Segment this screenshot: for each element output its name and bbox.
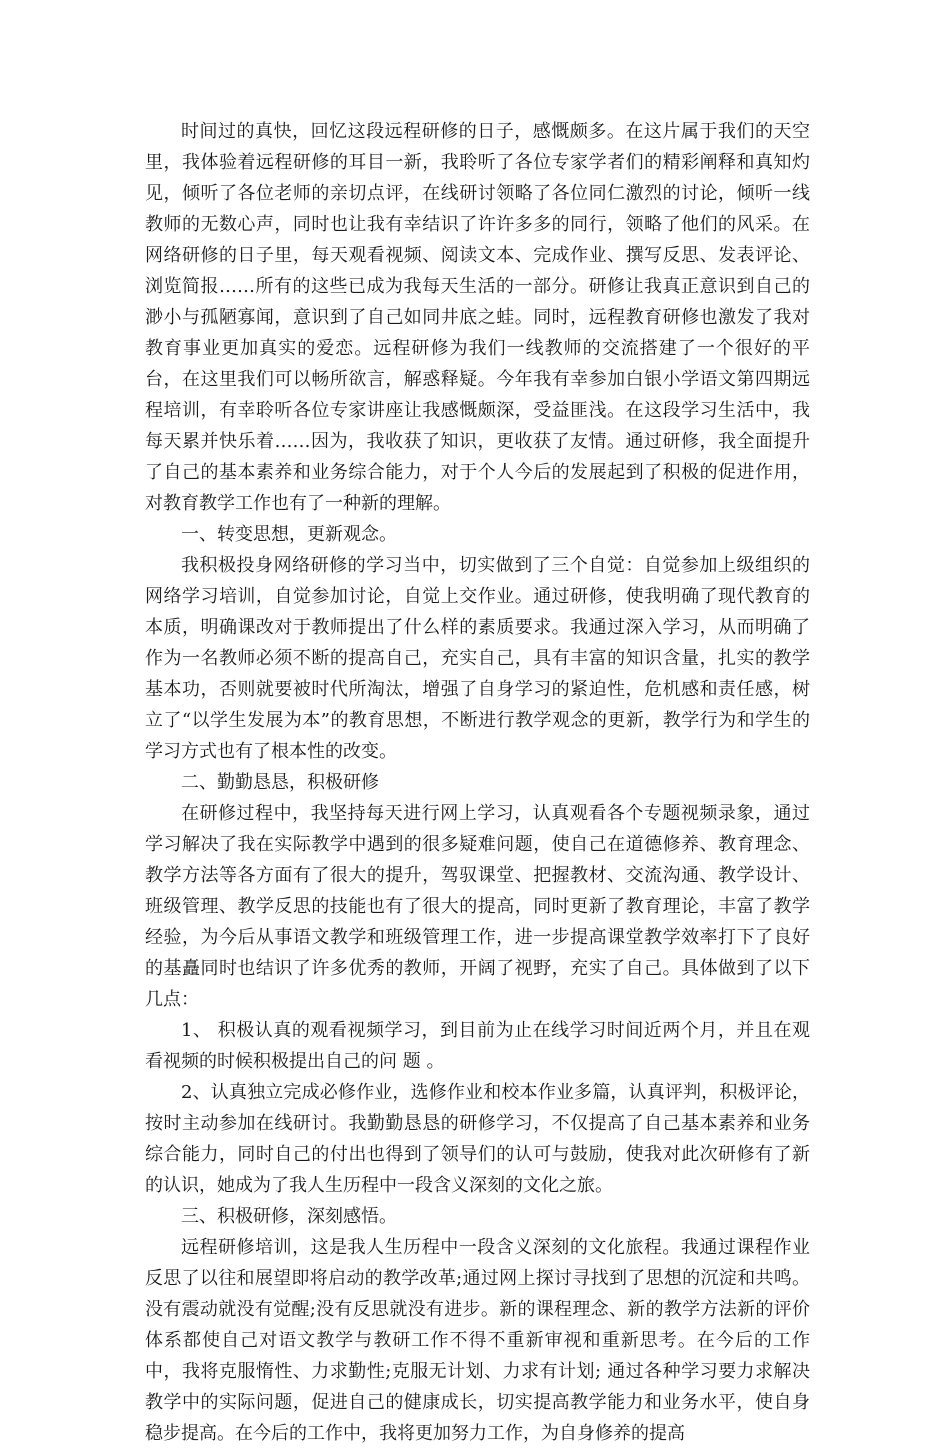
section-1-paragraph: 我积极投身网络研修的学习当中，切实做到了三个自觉：自觉参加上级组织的网络学习培训，自觉参加讨论，自觉上交作业。通过研修，使我明确了现代教育的本质，明确课改对于教师提出了什么样的素质要求。我通过深入学习，从而明确了作为一名教师必须不断的提高自己，充实自己，具有丰富的知识含量，扎实的教学基本功，否则就要被时代所淘汰，增强了自身学习的紧迫性，危机感和责任感，树立了“以学生发展为本”的教育思想，不断进行教学观念的更新，教学行为和学生的学习方式也有了根本性的改变。 [145, 555, 810, 762]
list-item-2: 2、认真独立完成必修作业，选修作业和校本作业多篇，认真评判，积极评论，按时主动参加在线研讨。我勤勤恳恳的研修学习，不仅提高了自己基本素养和业务综合能力，同时自己的付出也得到了领导们的认可与鼓励，使我对此次研修有了新的认识，她成为了我人生历程中一段含义深刻的文化之旅。 [145, 1082, 810, 1196]
intro-paragraph: 时间过的真快，回忆这段远程研修的日子，感慨颇多。在这片属于我们的天空里，我体验着远程研修的耳目一新，我聆听了各位专家学者们的精彩阐释和真知灼见，倾听了各位老师的亲切点评，在线研讨领略了各位同仁激烈的讨论，倾听一线教师的无数心声，同时也让我有幸结识了许许多多的同行，领略了他们的风采。在网络研修的日子里，每天观看视频、阅读文本、完成作业、撰写反思、发表评论、浏览简报……所有的这些已成为我每天生活的一部分。研修让我真正意识到自己的渺小与孤陋寡闻，意识到了自己如同井底之蛙。同时，远程教育研修也激发了我对教育事业更加真实的爱恋。远程研修为我们一线教师的交流搭建了一个很好的平台，在这里我们可以畅所欲言，解惑释疑。今年我有幸参加白银小学语文第四期远程培训，有幸聆听各位专家讲座让我感慨颇深，受益匪浅。在这段学习生活中，我每天累并快乐着……因为，我收获了知识，更收获了友情。通过研修，我全面提升了自己的基本素养和业务综合能力，对于个人今后的发展起到了积极的促进作用，对教育教学工作也有了一种新的理解。 [145, 121, 810, 514]
list-item-1: 1、 积极认真的观看视频学习，到目前为止在线学习时间近两个月，并且在观看视频的时候积极提出自己的问 题 。 [145, 1020, 810, 1072]
section-heading-1: 一、转变思想，更新观念。 [181, 524, 397, 545]
section-heading-2: 二、勤勤恳恳，积极研修 [181, 772, 379, 793]
section-3-paragraph: 远程研修培训，这是我人生历程中一段含义深刻的文化旅程。我通过课程作业反思了以往和展望即将启动的教学改革;通过网上探讨寻找到了思想的沉淀和共鸣。没有震动就没有觉醒;没有反思就没有进步。新的课程理念、新的教学方法新的评价体系都使自己对语文教学与教研工作不得不重新审视和重新思考。在今后的工作中，我将克服惰性、力求勤性;克服无计划、力求有计划; 通过各种学习要力求解决教学中的实际问题，促进自己的健康成长，切实提高教学能力和业务水平，使自身稳步提高。在今后的工作中，我将更加努力工作，为自身修养的提高 [145, 1237, 810, 1444]
section-2-paragraph: 在研修过程中，我坚持每天进行网上学习，认真观看各个专题视频录象，通过学习解决了我在实际教学中遇到的很多疑难问题，使自己在道德修养、教育理念、教学方法等各方面有了很大的提升，驾驭课堂、把握教材、交流沟通、教学设计、班级管理、教学反思的技能也有了很大的提高，同时更新了教育理论，丰富了教学经验，为今后从事语文教学和班级管理工作，进一步提高课堂教学效率打下了良好的基矗同时也结识了许多优秀的教师，开阔了视野，充实了自己。具体做到了以下几点： [145, 803, 810, 1010]
document-page [145, 116, 810, 1449]
section-heading-3: 三、积极研修，深刻感悟。 [181, 1206, 397, 1227]
